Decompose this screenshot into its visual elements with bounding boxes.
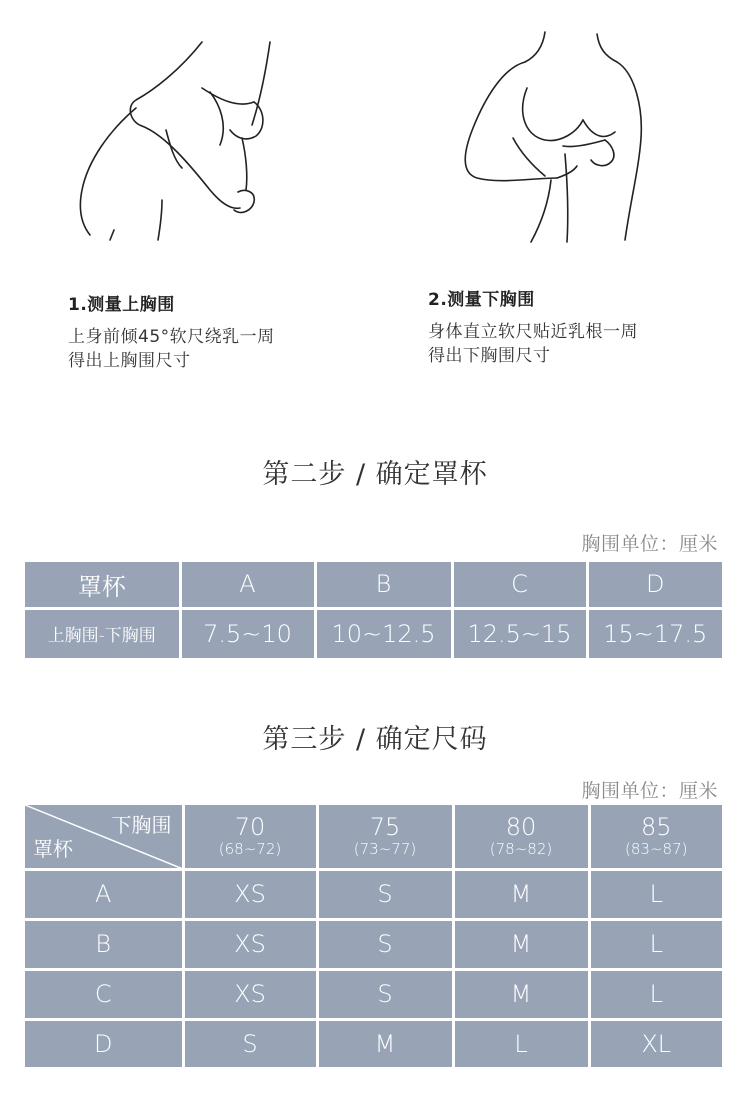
size-cell: M <box>453 919 589 969</box>
step3-unit-label: 胸围单位：厘米 <box>581 780 718 802</box>
table-row <box>25 969 722 1019</box>
band-range: (83~87) <box>625 840 688 859</box>
cup-range-a: 7.5~10 <box>180 608 315 658</box>
table-row <box>25 869 722 919</box>
band-size: 85 <box>640 813 672 842</box>
under-bust-desc-line1: 身体直立软尺贴近乳根一周 <box>428 322 638 342</box>
band-header-75 <box>317 805 453 869</box>
size-cell: L <box>453 1019 589 1067</box>
size-cell: M <box>453 869 589 919</box>
row-cup-label: A <box>25 869 183 919</box>
band-range: (68~72) <box>218 840 282 859</box>
size-cell: S <box>183 1019 317 1067</box>
upper-bust-illustration <box>70 30 290 245</box>
upper-bust-desc-line2: 得出上胸围尺寸 <box>68 351 191 371</box>
upper-bust-desc-line1: 上身前倾45°软尺绕乳一周 <box>68 327 275 347</box>
step3-heading: 第三步 / 确定尺码 <box>262 724 488 755</box>
band-header-80 <box>453 805 589 869</box>
corner-cup-label: 罩杯 <box>33 836 73 861</box>
size-cell: XL <box>589 1019 722 1067</box>
band-header-85 <box>589 805 722 869</box>
cup-table-header-row <box>25 562 722 608</box>
step2-unit-label: 胸围单位：厘米 <box>581 533 718 555</box>
band-size: 75 <box>369 813 401 842</box>
size-cell: XS <box>183 869 317 919</box>
cup-table-range-row <box>25 608 722 658</box>
size-cell: S <box>317 919 453 969</box>
under-bust-desc-line2: 得出下胸围尺寸 <box>428 346 551 366</box>
size-cell: L <box>589 969 722 1019</box>
cup-table <box>25 562 722 658</box>
difference-row-label: 上胸围-下胸围 <box>25 608 180 658</box>
band-range: (73~77) <box>353 840 417 859</box>
under-bust-title: 2.测量下胸围 <box>428 290 535 310</box>
corner-underbust-label: 下胸围 <box>111 813 172 837</box>
table-row <box>25 919 722 969</box>
corner-header-cell <box>25 805 183 869</box>
size-cell: S <box>317 869 453 919</box>
cup-header-label: 罩杯 <box>25 562 180 608</box>
row-cup-label: B <box>25 919 183 969</box>
row-cup-label: C <box>25 969 183 1019</box>
row-cup-label: D <box>25 1019 183 1067</box>
size-table <box>25 805 722 1067</box>
cup-header-b: B <box>315 562 452 608</box>
size-table-header-row <box>25 805 722 869</box>
table-row <box>25 1019 722 1067</box>
size-cell: L <box>589 919 722 969</box>
band-size: 80 <box>505 813 537 842</box>
size-cell: M <box>453 969 589 1019</box>
cup-header-a: A <box>180 562 315 608</box>
under-bust-illustration <box>455 28 655 248</box>
cup-range-c: 12.5~15 <box>452 608 587 658</box>
cup-header-d: D <box>587 562 722 608</box>
cup-header-c: C <box>452 562 587 608</box>
band-header-70 <box>183 805 317 869</box>
size-cell: XS <box>183 969 317 1019</box>
size-cell: L <box>589 869 722 919</box>
band-range: (78~82) <box>489 840 553 859</box>
size-cell: XS <box>183 919 317 969</box>
step2-heading: 第二步 / 确定罩杯 <box>262 459 488 490</box>
upper-bust-title: 1.测量上胸围 <box>68 295 175 315</box>
cup-range-b: 10~12.5 <box>315 608 452 658</box>
size-cell: S <box>317 969 453 1019</box>
size-cell: M <box>317 1019 453 1067</box>
band-size: 70 <box>234 813 266 842</box>
cup-range-d: 15~17.5 <box>587 608 722 658</box>
